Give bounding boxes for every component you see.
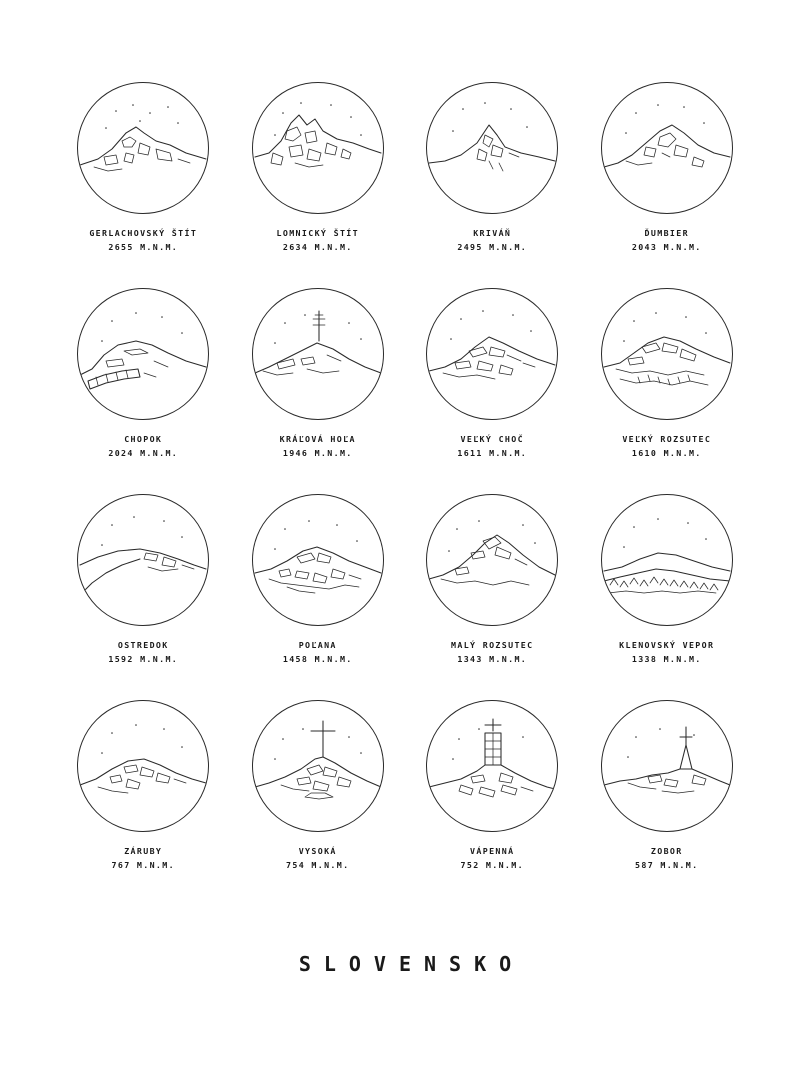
mountain-cross-circle-icon bbox=[252, 700, 384, 832]
peak-card bbox=[60, 82, 227, 288]
peak-caption bbox=[283, 639, 353, 666]
peak-card bbox=[409, 700, 576, 906]
mountain-circle-icon bbox=[601, 82, 733, 214]
mountain-monument-circle-icon bbox=[601, 700, 733, 832]
peak-card bbox=[235, 494, 402, 700]
peak-caption bbox=[89, 227, 197, 254]
peak-caption bbox=[461, 845, 524, 872]
mountain-circle-icon bbox=[252, 494, 384, 626]
peak-caption bbox=[451, 639, 534, 666]
peak-elevation: 1458 M.N.M. bbox=[282, 653, 353, 664]
mountain-lookout-circle-icon bbox=[426, 700, 558, 832]
peak-name: ZOBOR bbox=[650, 846, 683, 856]
peak-card bbox=[409, 288, 576, 494]
peak-elevation: 1610 M.N.M. bbox=[631, 447, 702, 458]
peak-caption bbox=[635, 845, 698, 872]
peak-caption bbox=[457, 227, 527, 254]
mountain-circle-icon bbox=[426, 494, 558, 626]
peak-name: OSTREDOK bbox=[117, 640, 169, 650]
peak-name: ĎUMBIER bbox=[644, 228, 689, 238]
peak-elevation: 2655 M.N.M. bbox=[108, 241, 179, 252]
peak-card bbox=[60, 700, 227, 906]
peak-elevation: 754 M.N.M. bbox=[286, 859, 350, 870]
mountain-circle-icon bbox=[77, 700, 209, 832]
mountain-circle-icon bbox=[77, 82, 209, 214]
peak-elevation: 752 M.N.M. bbox=[460, 859, 524, 870]
poster-title: SLOVENSKO bbox=[298, 952, 525, 976]
peak-card bbox=[584, 288, 751, 494]
peak-name: KRÁĽOVÁ HOĽA bbox=[279, 434, 356, 444]
peak-caption bbox=[619, 639, 714, 666]
mountain-forest-circle-icon bbox=[601, 494, 733, 626]
peak-name: GERLACHOVSKÝ ŠTÍT bbox=[89, 228, 198, 238]
peak-elevation: 587 M.N.M. bbox=[635, 859, 699, 870]
peak-elevation: 1343 M.N.M. bbox=[457, 653, 528, 664]
peak-card bbox=[584, 494, 751, 700]
peak-caption bbox=[280, 433, 356, 460]
peak-card bbox=[60, 494, 227, 700]
peak-card bbox=[60, 288, 227, 494]
poster-footer bbox=[60, 952, 750, 976]
peak-name: KLENOVSKÝ VEPOR bbox=[619, 640, 715, 650]
peak-elevation: 1611 M.N.M. bbox=[457, 447, 528, 458]
mountain-circle-icon bbox=[77, 288, 209, 420]
peak-elevation: 2043 M.N.M. bbox=[631, 241, 702, 252]
peak-name: CHOPOK bbox=[124, 434, 163, 444]
peak-name: POĽANA bbox=[298, 640, 337, 650]
mountain-circle-icon bbox=[252, 82, 384, 214]
peak-name: LOMNICKÝ ŠTÍT bbox=[276, 228, 359, 238]
mountain-circle-icon bbox=[426, 288, 558, 420]
peak-caption bbox=[632, 227, 702, 254]
peak-card bbox=[409, 82, 576, 288]
peak-elevation: 767 M.N.M. bbox=[111, 859, 175, 870]
peak-caption bbox=[277, 227, 360, 254]
peak-card bbox=[235, 700, 402, 906]
peak-name: VÁPENNÁ bbox=[470, 846, 515, 856]
peak-name: VYSOKÁ bbox=[298, 846, 337, 856]
peak-elevation: 1946 M.N.M. bbox=[282, 447, 353, 458]
peak-grid bbox=[60, 82, 750, 906]
peak-elevation: 1592 M.N.M. bbox=[108, 653, 179, 664]
peak-caption bbox=[108, 433, 178, 460]
peak-card bbox=[235, 288, 402, 494]
peak-caption bbox=[457, 433, 527, 460]
peak-card bbox=[584, 82, 751, 288]
peak-caption bbox=[286, 845, 349, 872]
peak-name: VEĽKÝ ROZSUTEC bbox=[622, 434, 712, 444]
peak-caption bbox=[622, 433, 711, 460]
peak-caption bbox=[108, 639, 178, 666]
peak-elevation: 1338 M.N.M. bbox=[631, 653, 702, 664]
mountain-tower-circle-icon bbox=[252, 288, 384, 420]
peak-elevation: 2634 M.N.M. bbox=[282, 241, 353, 252]
peak-elevation: 2495 M.N.M. bbox=[457, 241, 528, 252]
mountain-circle-icon bbox=[426, 82, 558, 214]
peak-elevation: 2024 M.N.M. bbox=[108, 447, 179, 458]
peak-caption bbox=[112, 845, 175, 872]
peak-card bbox=[409, 494, 576, 700]
peak-card bbox=[584, 700, 751, 906]
peak-name: KRIVÁŇ bbox=[473, 228, 512, 238]
peak-name: MALÝ ROZSUTEC bbox=[451, 640, 534, 650]
peak-name: ZÁRUBY bbox=[124, 846, 163, 856]
mountain-circle-icon bbox=[601, 288, 733, 420]
mountain-circle-icon bbox=[77, 494, 209, 626]
peak-card bbox=[235, 82, 402, 288]
peak-name: VEĽKÝ CHOČ bbox=[460, 434, 524, 444]
